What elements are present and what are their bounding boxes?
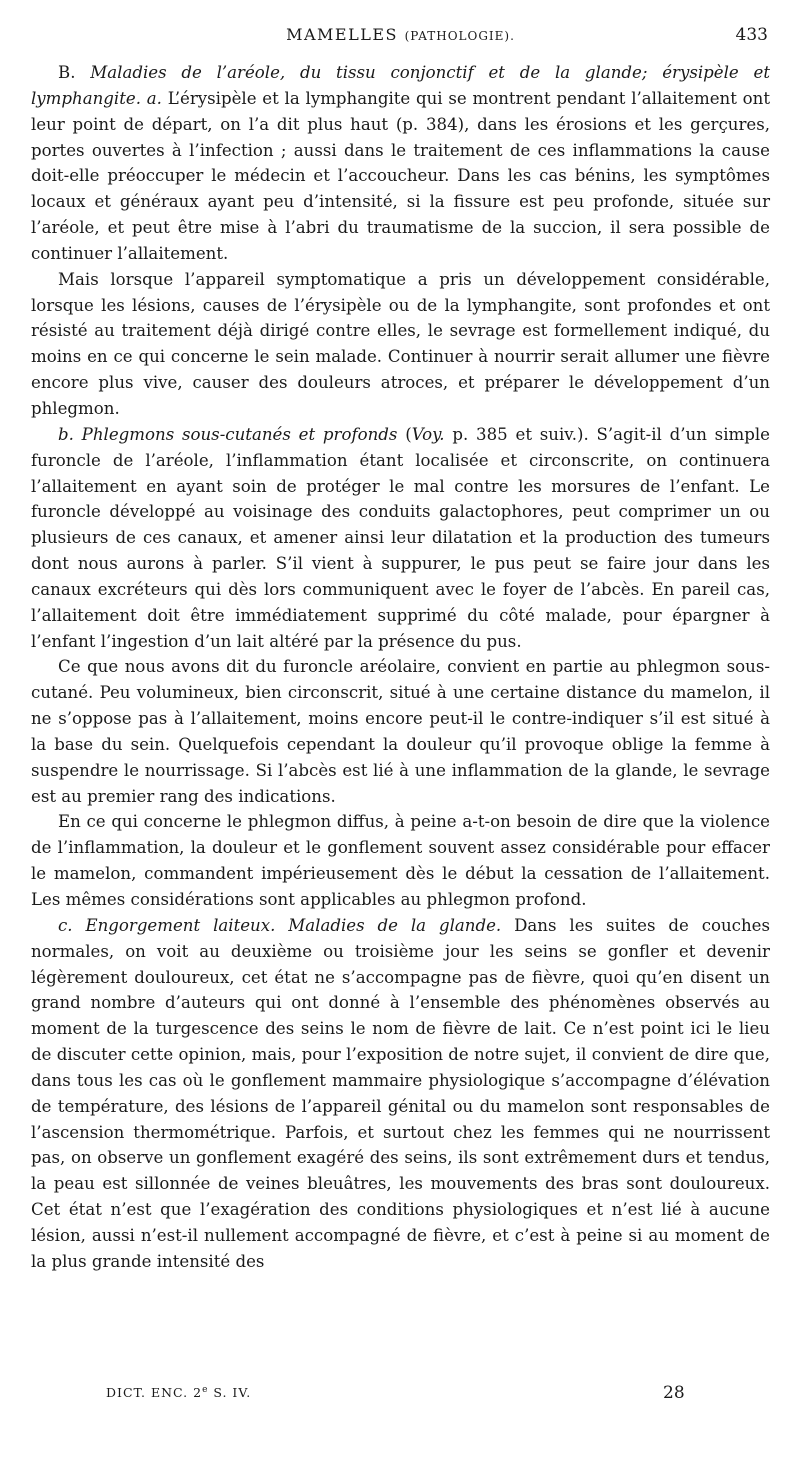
running-title xyxy=(31,25,770,44)
paragraph xyxy=(31,809,770,912)
signature-rest: S. IV. xyxy=(208,1385,252,1401)
paragraph xyxy=(31,654,770,809)
running-title-sub: (PATHOLOGIE). xyxy=(404,29,515,43)
page-number: 433 xyxy=(735,25,768,45)
signature-mark xyxy=(106,1385,251,1400)
italic-run: Maladies de l’aréole, du tissu conjonctif et de la glande; érysipèle et lymphangite. a. xyxy=(31,63,770,108)
text-run: Ce que nous avons dit du furoncle aréolaire, convient en partie au phlegmon sous-cutané. Peu volumineux, bien circonscrit, situé à une certaine distance du mamelon, il ne s’oppose pas à l’allaitement, moins encore peut-il le contre-indiquer s’il est situé à la base du sein. Quelquefois cependant la douleur qu’il provoque oblige la femme à suspendre le nourrissage. Si l’abcès est lié à une inflammation de la glande, le sevrage est au premier rang des indications. xyxy=(31,657,770,806)
footer-signature xyxy=(31,1385,770,1413)
paragraph xyxy=(31,267,770,422)
italic-run: b. Phlegmons sous-cutanés et profonds xyxy=(58,424,398,444)
text-run: p. 385 et suiv.). S’agit-il d’un simple furoncle de l’aréole, l’inflammation étant localisée et circonscrite, on continuera l’allaitement en ayant soin de protéger le mal contre les morsures de l’enfant. Le furoncle développé au voisinage des conduits galactophores, peut comprimer un ou plusieurs de ces canaux, et amener ainsi leur dilatation et la production des tumeurs dont nous aurons à parler. S’il vient à suppurer, le pus peut se faire jour dans les canaux excréteurs qui dès lors communiquent avec le foyer de l’abcès. En pareil cas, l’allaitement doit être immédiatement supprimé du côté malade, pour épargner à l’enfant l’ingestion d’un lait altéré par la présence du pus. xyxy=(31,424,770,651)
text-run: Dans les suites de couches normales, on voit au deuxième ou troisième jour les seins se gonfler et devenir légèrement douloureux, cet état ne s’accompagne pas de fièvre, quoi qu’en disent un grand nombre d’auteurs qui ont donné à l’ensemble des phénomènes observés au moment de la turgescence des seins le nom de fièvre de lait. Ce n’est point ici le lieu de discuter cette opinion, mais, pour l’exposition de notre sujet, il convient de dire que, dans tous les cas où le gonflement mammaire physiologique s’accompagne d’élévation de température, des lésions de l’appareil génital ou du mamelon sont responsables de l’ascension thermométrique. Parfois, et surtout chez les femmes qui ne nourrissent pas, on observe un gonflement exagéré des seins, ils sont extrêmement durs et tendus, la peau est sillonnée de veines bleuâtres, les mouvements des bras sont douloureux. Cet état n’est que l’exagération des conditions physiologiques et n’est lié à aucune lésion, aussi n’est-il nullement accompagné de fièvre, et c’est à peine si au moment de la plus grande intensité des xyxy=(31,915,770,1271)
text-run: L’érysipèle et la lymphangite qui se montrent pendant l’allaitement ont leur point de départ, on l’a dit plus haut (p. 384), dans les érosions et les gerçures, portes ouvertes à l’infection ; aussi dans le traitement de ces inflammations la cause doit-elle préoccuper le médecin et l’accoucheur. Dans les cas bénins, les symptômes locaux et généraux ayant peu d’intensité, si la fissure est peu profonde, située sur l’aréole, et peut être mise à l’abri du traumatisme de la succion, il sera possible de continuer l’allaitement. xyxy=(31,88,770,263)
italic-run: Voy. xyxy=(411,424,445,444)
text-run: B. xyxy=(58,63,91,82)
signature-number: 28 xyxy=(663,1383,685,1403)
running-title-main: MAMELLES xyxy=(286,25,398,44)
paragraph xyxy=(31,60,770,267)
text-run: ( xyxy=(397,424,412,444)
signature-superscript: e xyxy=(202,1385,209,1395)
italic-run: c. Engorgement laiteux. Maladies de la glande. xyxy=(58,915,502,935)
running-header xyxy=(31,12,770,52)
text-run: Mais lorsque l’appareil symptomatique a pris un développement considérable, lorsque les lésions, causes de l’érysipèle ou de la lymphangite, sont profondes et ont résisté au traitement déjà dirigé contre elles, le sevrage est formellement indiqué, du moins en ce qui concerne le sein malade. Continuer à nourrir serait allumer une fièvre encore plus vive, causer des douleurs atroces, et préparer le développement d’un phlegmon. xyxy=(31,269,770,418)
paragraph xyxy=(31,913,770,1275)
signature-main: DICT. ENC. 2 xyxy=(106,1385,203,1401)
body-text xyxy=(31,60,770,1275)
text-run: En ce qui concerne le phlegmon diffus, à peine a-t-on besoin de dire que la violence de l’inflammation, la douleur et le gonflement souvent assez considérable pour effacer le mamelon, commandent impérieusement dès le début la cessation de l’allaitement. Les mêmes considérations sont applicables au phlegmon profond. xyxy=(31,812,770,909)
paragraph xyxy=(31,422,770,655)
